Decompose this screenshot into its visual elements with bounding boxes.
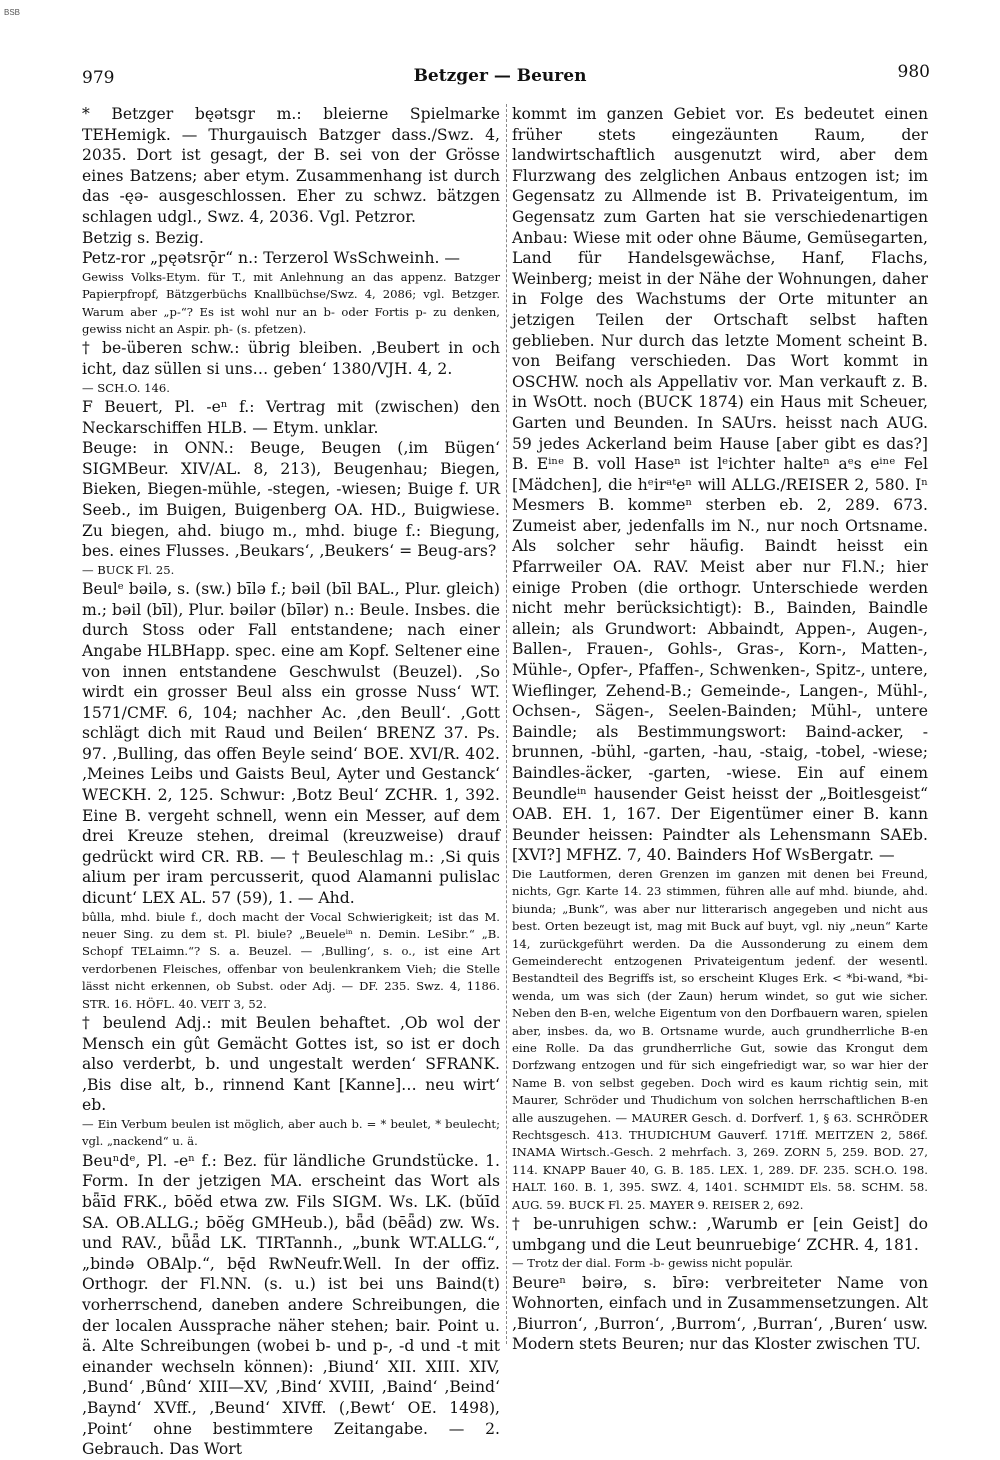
library-stamp: BSB bbox=[4, 8, 21, 17]
dictionary-entry: * Betzger bęətsgr m.: bleierne Spielmarke TEHemigk. — Thurgauisch Batzger dass./Swz. 4, 2035. Dort ist gesagt, der B. sei von der Grösse eines Batzens; aber etym. Zusammenhang ist durch das -ęə- ausgeschlossen. Eher zu schwz. bätzgen schlagen udgl., Swz. 4, 2036. Vgl. Petzror. bbox=[82, 105, 500, 226]
page-number-right: 980 bbox=[897, 62, 930, 82]
dictionary-entry: Beureⁿ bəirə, s. bīrə: verbreiteter Name von Wohnorten, einfach und in Zusammensetzungen. Alt ‚Biurron‘, ‚Burron‘, ‚Burrom‘, ‚Burran‘, ‚Buren‘ usw. Modern stets Beuren; nur das Kloster zwischen TU. bbox=[512, 1273, 928, 1354]
entry-note: — Ein Verbum beulen ist möglich, aber auch b. = * beulet, * beulecht; vgl. „nackend“ u. ä. bbox=[82, 1117, 500, 1149]
entry-note: Gewiss Volks-Etym. für T., mit Anlehnung an das appenz. Batzger Papierpfropf, Bätzgerbüchs Knallbüchse/Swz. 4, 2086; vgl. Betzger. Warum aber „p-“? Es ist wohl nur an b- oder Fortis p- zu denken, gewiss nicht an Aspir. ph- (s. pfetzen). bbox=[82, 269, 500, 336]
page-header bbox=[0, 62, 1000, 92]
running-title: Betzger — Beuren bbox=[413, 66, 587, 86]
entry-note: — BUCK Fl. 25. bbox=[82, 562, 175, 577]
page-number-left: 979 bbox=[82, 68, 115, 88]
dictionary-entry: Beuⁿdᵉ, Pl. -eⁿ f.: Bez. für ländliche Grundstücke. 1. Form. In der jetzigen MA. erscheint das Wort als bǟīd FRK., bōĕd etwa zw. Fils SIGM. Ws. LK. (bŭīd SA. OB.ALLG.; bōĕg GMHeub.), bǟd (bēǟd) zw. Ws. und RAV., bǖǟd LK. TIRTannh., „bunk WT.ALLG.“, „bində OBAlp.“, bę̄d RwNeufr.Well. In der offiz. Orthogr. der Fl.NN. (s. u.) ist bei uns Baind(t) vorherrschend, daneben andere Schreibungen, die der localen Aussprache näher stehen; bair. Point u. ä. Alte Schreibungen (wobei b- und p-, -d und -t mit einander wechseln können): ‚Biund‘ XII. XIII. XIV, ‚Bund‘ ‚Bûnd‘ XIII—XV, ‚Bind‘ XVIII, ‚Baind‘ ‚Beind‘ ‚Baynd‘ XVff., ‚Beund‘ XIVff. (‚Bewt‘ OE. 1498), ‚Point‘ ohne bestimmtere Zeitangabe. — 2. Gebrauch. Das Wort bbox=[82, 1151, 500, 1459]
dictionary-entry: Petz-ror „pęətsrǭr“ n.: Terzerol WsSchweinh. — bbox=[82, 249, 460, 268]
entry-note: Die Lautformen, deren Grenzen im ganzen mit denen bei Freund, nichts, Ggr. Karte 14. 23 stimmen, führen alle auf mhd. biunde, ahd. biunda; „Bunk“, was aber nur litterarisch angegeben und nicht aus best. Orten bezeugt ist, mag mit Buck auf buyt, vgl. niy „neun“ Karte 14, zurückgeführt werden. Da die Aussonderung zu einem dem Gemeinderecht entzogenen Privateigentum jedenf. der wesentl. Bestandteil des Begriffs ist, so erscheint Kluges Erk. < *bi-wand, *bi-wenda, um was sich (der Zaun) herum windet, so gut wie sicher. Neben den B-en, welche Eigentum von den Dorfbauern waren, spielen aber, insbes. da, wo B. Ortsname wurde, auch grundherrliche B-en eine Rolle. Da das grundherrliche Gut, sowie das Krongut dem Dorfzwang entzogen und für sich eingefriedigt war, so war hier der Name B. von selbst gegeben. Doch wird es kaum richtig sein, mit Maurer, Schröder und Thudichum von solchen herrschaftlichen B-en alle auszugehen. — MAURER Gesch. d. Dorfverf. 1, § 63. SCHRÖDER Rechtsgesch. 413. THUDICHUM Gauverf. 171ff. MEITZEN 2, 586f. INAMA Wirtsch.-Gesch. 2 mehrfach. 3, 269. ZORN 5, 259. BOD. 27, 114. KNAPP Bauer 40, G. B. 185. LEX. 1, 289. DF. 235. SCH.O. 198. HALT. 160. B. 1, 395. SWZ. 4, 1401. SCHMIDT Els. 58. SCHM. 58. AUG. 59. BUCK Fl. 25. MAYER 9. REISER 2, 692. bbox=[512, 866, 928, 1212]
right-column bbox=[512, 104, 928, 1354]
left-column bbox=[82, 104, 500, 1459]
dictionary-entry: F Beuert, Pl. -eⁿ f.: Vertrag mit (zwischen) den Neckarschiffen HLB. — Etym. unklar. bbox=[82, 397, 500, 437]
dictionary-entry: † beulend Adj.: mit Beulen behaftet. ‚Ob wol der Mensch ein gût Gemächt Gottes ist, so ist er doch also verderbt, b. und ungestalt werden‘ SFRANK. ‚Bis dise alt, b., rinnend Kant [Kanne]… neu wirt‘ eb. bbox=[82, 1014, 500, 1115]
column-divider bbox=[506, 104, 508, 1344]
dictionary-entry: † be-überen schw.: übrig bleiben. ‚Beubert in och icht, daz süllen si uns… geben‘ 1380/VJH. 4, 2. bbox=[82, 339, 500, 378]
dictionary-entry: † be-unruhigen schw.: ‚Warumb er [ein Geist] do umbgang und die Leut beunruebige‘ ZCHR. 4, 181. bbox=[512, 1215, 928, 1254]
dictionary-entry: Beulᵉ bəilə, s. (sw.) bīlə f.; bəil (bīl BAL., Plur. gleich) m.; bəil (bīl), Plur. bəilər (bīlər) n.: Beule. Insbes. die durch Stoss oder Fall entstandene; nach einer Angabe HLBHapp. spec. eine am Kopf. Seltener eine von innen entstandene Geschwulst (Beuzel). ‚So wirdt ein grosser Beul alss ein grosse Nuss‘ WT. 1571/CMF. 6, 104; nachher Ac. ‚den Beull‘. ‚Gott schlägt dich mit Raud und Beilen‘ BRENZ 37. Ps. 97. ‚Bulling, das offen Beyle seind‘ BOE. XVI/R. 402. ‚Meines Leibs und Gaists Beul, Ayter und Gestanck‘ WECKH. 2, 125. Schwur: ‚Botz Beul‘ ZCHR. 1, 392. Eine B. vergeht schnell, wenn ein Messer, auf dem drei Kreuze stehen, dreimal (kreuzweise) drauf gedrückt wird CR. RB. — † Beuleschlag m.: ‚Si quis alium per iram percusserit, quod Alamanni pulislac dicunt‘ LEX AL. 57 (59), 1. — Ahd. bbox=[82, 580, 500, 908]
entry-note: bûlla, mhd. biule f., doch macht der Vocal Schwierigkeit; ist das M. neuer Sing. zu dem st. Pl. biule? „Beueleⁱⁿ n. Demin. LeSibr.“ „B. Schopf TELaimn.“? S. a. Beuzel. — ‚Bulling‘, s. o., ist eine Art verdorbenen Fleisches, offenbar von beulenkrankem Vieh; die Stelle lässt nicht erkennen, ob Subst. oder Adj. — DF. 235. Swz. 4, 1186. STR. 16. HÖFL. 40. VEIT 3, 52. bbox=[82, 909, 500, 1011]
dictionary-entry: Betzig s. Bezig. bbox=[82, 228, 204, 247]
entry-note: — Trotz der dial. Form -b- gewiss nicht populär. bbox=[512, 1256, 794, 1271]
dictionary-entry: kommt im ganzen Gebiet vor. Es bedeutet einen früher stets eingezäunten Raum, der landwirtschaftlich ausgenutzt wird, aber dem Flurzwang des zelglichen Anbaus entzogen ist; im Gegensatz zu Allmende ist B. Privateigentum, im Gegensatz zum Garten hat sie verschiedenartigen Anbau: Wiese mit oder ohne Bäume, Gemüsegarten, Land für Handelsgewächse, Hanf, Flachs, Weinberg; meist in der Nähe der Wohnungen, daher in Folge des Wachstums der Orte mitunter an jetzigen Teilen der Ortschaft selbst haften geblieben. Nur durch das letzte Moment scheint B. von Beifang verschieden. Das Wort kommt in OSCHW. noch als Appellativ vor. Man verkauft z. B. in WsOtt. noch (BUCK 1874) ein Haus mit Scheuer, Garten und Beunden. In SAUrs. heisst nach AUG. 59 jedes Ackerland beim Hause [aber gibt es das?] B. Eⁱⁿᵉ B. voll Haseⁿ ist lᵉichter halteⁿ aᵉs eⁱⁿᵉ Fel [Mädchen], die hᵉirᵃᵗeⁿ will ALLG./REISER 2, 580. Iⁿ Mesmers B. kommeⁿ sterben eb. 2, 289. 673. Zumeist aber, jedenfalls im N., nur noch Ortsname. Als solcher sehr häufig. Baindt heisst ein Pfarrweiler OA. RAV. Meist aber nur Fl.N.; hier einige Proben (die orthogr. Unterschiede werden nicht mehr berücksichtigt): B., Bainden, Baindle allein; als Grundwort: Abbaindt, Appen-, Augen-, Ballen-, Frauen-, Gohls-, Gras-, Korn-, Matten-, Mühle-, Opfer-, Pfaffen-, Schwenken-, Spitz-, untere, Wieflinger, Zehend-B.; Gemeinde-, Langen-, Mühl-, Ochsen-, Sägen-, Seelen-Bainden; Mühl-, untere Baindle; als Bestimmungswort: Baind-acker, -brunnen, -bühl, -garten, -hau, -staig, -tobel, -wiese; Baindles-äcker, -garten, -wiese. Ein auf einem Beundleⁱⁿ hausender Geist heisst der „Boitlesgeist“ OAB. EH. 1, 167. Der Eigentümer einer B. kann Beunder heissen: Paindter als Lehensmann SAEb. [XVI?] MFHZ. 7, 40. Bainders Hof WsBergatr. — bbox=[512, 105, 928, 865]
dictionary-entry: Beuge: in ONN.: Beuge, Beugen (‚im Bügen‘ SIGMBeur. XIV/AL. 8, 213), Beugenhau; Biegen, Bieken, Biegen-mühle, -stegen, -wiesen; Buige f. UR Seeb., im Buigen, Buigenberg OA. HD., Buigwiese. Zu biegen, ahd. biugo m., mhd. biuge f.: Biegung, bes. eines Flusses. ‚Beukars‘, ‚Beukers‘ = Beug-ars? bbox=[82, 439, 500, 561]
entry-note: — SCH.O. 146. bbox=[82, 380, 170, 395]
